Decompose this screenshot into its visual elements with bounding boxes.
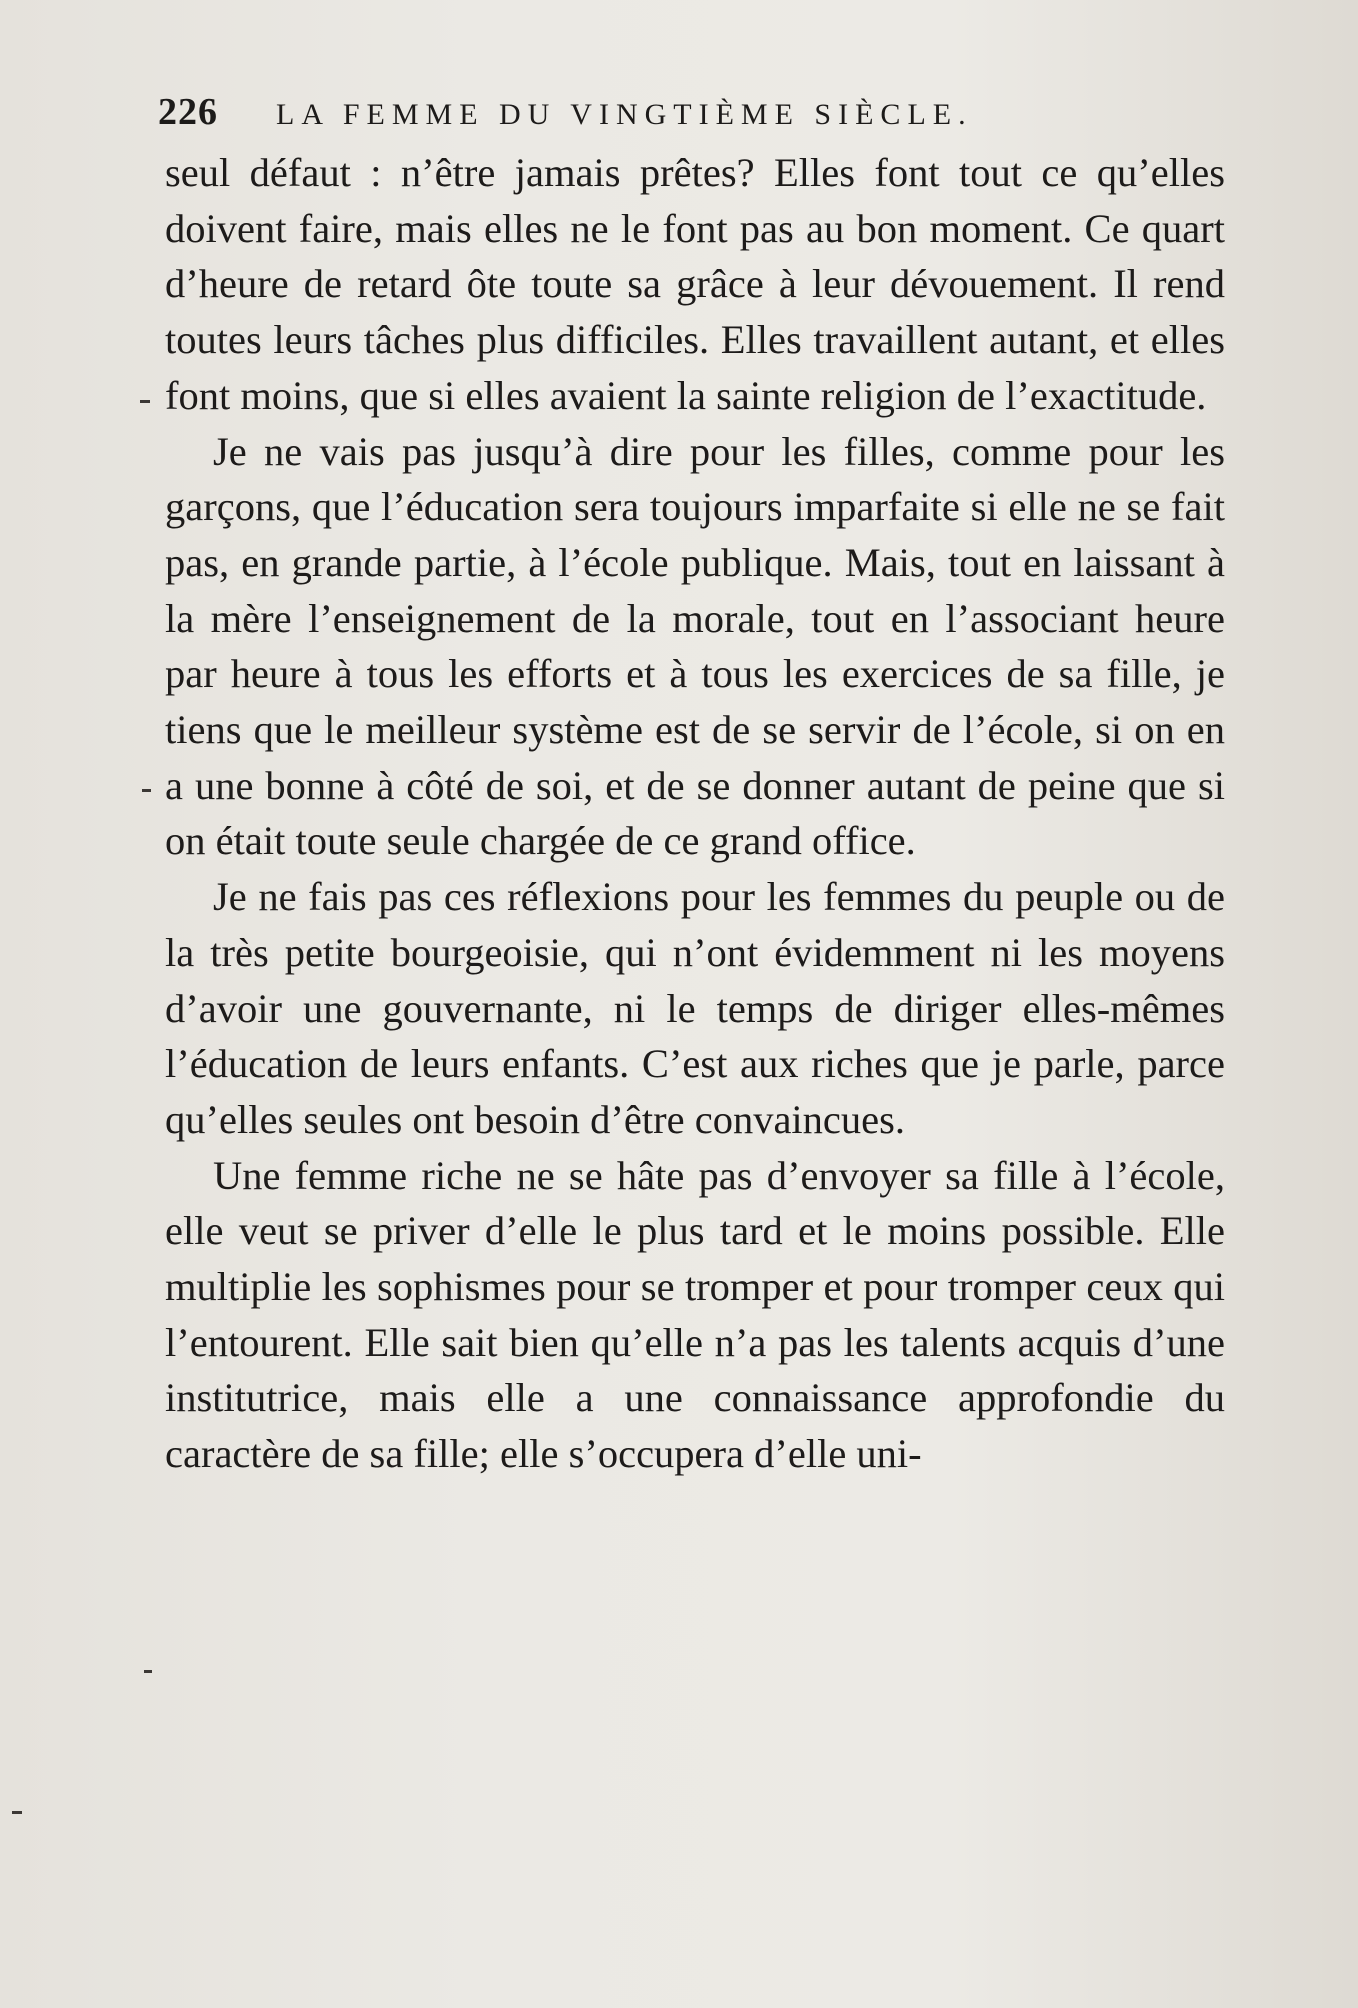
paragraph: seul défaut : n’être jamais prêtes? Elles font tout ce qu’elles doivent faire, mais elles ne le font pas au bon moment. Ce quart d’heure de retard ôte toute sa grâce à leur dévouement. Il rend toutes leurs tâches plus difficiles. Elles travaillent autant, et elles font moins, que si elles avaient la sainte religion de l’exactitude. [165,150,1225,418]
paragraph: Une femme riche ne se hâte pas d’envoyer sa fille à l’école, elle veut se priver d’elle le plus tard et le moins possible. Elle multiplie les sophismes pour se tromper et pour tromper ceux qui l’entourent. Elle sait bien qu’elle n’a pas les talents acquis d’une institutrice, mais elle a une connaissance approfondie du caractère de sa fille; elle s’occupera d’elle uni- [165,1152,1225,1477]
paragraph: Je ne fais pas ces réflexions pour les femmes du peuple ou de la très petite bourgeoisie, qui n’ont évidemment ni les moyens d’avoir une gouvernante, ni le temps de diriger elles-mêmes l’éducation de leurs enfants. C’est aux riches que je parle, parce qu’elles seules ont besoin d’être convaincues. [165,874,1225,1142]
body-text [165,145,1225,1482]
page-number: 226 [158,91,218,133]
running-title: LA FEMME DU VINGTIÈME SIÈCLE. [276,98,973,131]
page-header [158,82,1118,142]
margin-mark [144,1670,152,1673]
margin-mark [142,789,151,792]
margin-mark [140,400,150,403]
paragraph: Je ne vais pas jusqu’à dire pour les filles, comme pour les garçons, que l’éducation sera toujours imparfaite si elle ne se fait pas, en grande partie, à l’école publique. Mais, tout en laissant à la mère l’enseignement de la morale, tout en l’associant heure par heure à tous les efforts et à tous les exercices de sa fille, je tiens que le meilleur système est de se servir de l’école, si on en a une bonne à côté de soi, et de se donner autant de peine que si on était toute seule chargée de ce grand office. [165,428,1225,864]
margin-mark [12,1811,22,1814]
